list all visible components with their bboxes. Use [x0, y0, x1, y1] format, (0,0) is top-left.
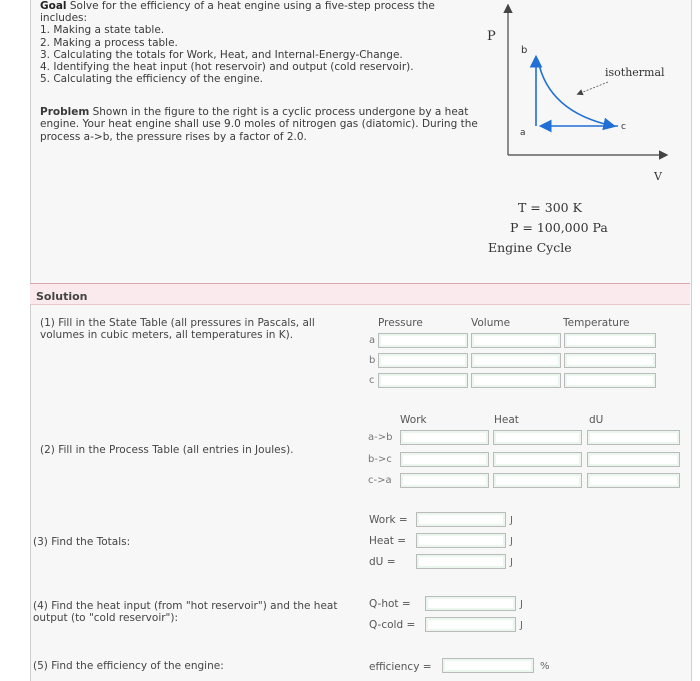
row-label-c: c	[369, 375, 375, 386]
total-work-label: Work =	[369, 514, 408, 526]
col-temperature: Temperature	[563, 317, 630, 329]
state-c-pressure[interactable]	[378, 373, 468, 388]
total-heat-label: Heat =	[369, 535, 407, 547]
goal-section	[40, 0, 480, 85]
row-label-bc: b->c	[368, 454, 392, 465]
process-bc-heat[interactable]	[493, 452, 582, 467]
goal-label: Goal	[40, 0, 67, 12]
problem-label: Problem	[40, 106, 90, 118]
point-b-label: b	[521, 45, 528, 56]
problem-text: Shown in the figure to the right is a cyclic process undergone by a heat engine. Your heat engine shall use 9.0 moles of nitrogen gas (diatomic). During the process a->b, the pressure rises by a factor of 2.0.	[40, 106, 478, 143]
goal-step: 4. Identifying the heat input (hot reservoir) and output (cold reservoir).	[40, 61, 414, 74]
point-a-label: a	[520, 128, 526, 138]
q-cold-input[interactable]	[425, 617, 516, 632]
goal-step: 1. Making a state table.	[40, 24, 165, 37]
question-1: (1) Fill in the State Table (all pressures in Pascals, all volumes in cubic meters, all temperatures in K).	[40, 317, 315, 342]
engine-cycle-caption: Engine Cycle	[488, 240, 572, 255]
solution-title: Solution	[36, 290, 88, 303]
pressure-a: P = 100,000 Pa	[510, 220, 608, 235]
q-hot-unit: J	[520, 599, 523, 610]
state-b-pressure[interactable]	[378, 353, 468, 368]
temperature-a: T = 300 K	[518, 200, 582, 215]
state-a-temperature[interactable]	[564, 333, 656, 348]
goal-step: 3. Calculating the totals for Work, Heat, and Internal-Energy-Change.	[40, 48, 403, 61]
question-2: (2) Fill in the Process Table (all entries in Joules).	[40, 444, 294, 456]
goal-step: 2. Making a process table.	[40, 36, 178, 49]
point-c-label: c	[621, 122, 626, 132]
question-5: (5) Find the efficiency of the engine:	[33, 660, 224, 672]
goal-steps	[40, 24, 480, 85]
process-bc-work[interactable]	[400, 452, 489, 467]
goal-step: 5. Calculating the efficiency of the engine.	[40, 73, 263, 86]
state-c-temperature[interactable]	[564, 373, 656, 388]
solution-header-bar	[30, 283, 690, 305]
p-axis-label: P	[487, 29, 496, 44]
total-work-input[interactable]	[416, 512, 506, 527]
question-3: (3) Find the Totals:	[33, 536, 131, 548]
q-cold-label: Q-cold =	[369, 619, 416, 631]
efficiency-label: efficiency =	[369, 661, 432, 673]
v-axis-label: V	[654, 170, 662, 183]
process-ab-heat[interactable]	[493, 430, 582, 445]
problem-section	[40, 106, 480, 143]
isothermal-pointer	[578, 82, 608, 94]
process-ab-work[interactable]	[400, 430, 489, 445]
total-heat-unit: J	[510, 536, 513, 547]
efficiency-unit: %	[540, 661, 550, 672]
q-hot-input[interactable]	[425, 596, 516, 611]
state-c-volume[interactable]	[471, 373, 561, 388]
process-ca-work[interactable]	[400, 473, 489, 488]
state-b-volume[interactable]	[471, 353, 561, 368]
process-ca-heat[interactable]	[493, 473, 582, 488]
process-bc-du[interactable]	[587, 452, 680, 467]
total-heat-input[interactable]	[416, 533, 506, 548]
efficiency-input[interactable]	[442, 658, 534, 673]
question-4: (4) Find the heat input (from "hot reservoir") and the heat output (to "cold reservoir"):	[33, 600, 338, 625]
total-du-input[interactable]	[416, 554, 506, 569]
pv-diagram	[478, 0, 688, 185]
q-hot-label: Q-hot =	[369, 598, 411, 610]
col-du: dU	[589, 414, 604, 426]
process-ab-du[interactable]	[587, 430, 680, 445]
col-pressure: Pressure	[378, 317, 423, 329]
col-heat: Heat	[494, 414, 519, 426]
isothermal-label: isothermal	[605, 66, 665, 79]
col-volume: Volume	[471, 317, 511, 329]
state-a-volume[interactable]	[471, 333, 561, 348]
state-b-temperature[interactable]	[564, 353, 656, 368]
col-work: Work	[400, 414, 427, 426]
process-b-c	[538, 60, 613, 126]
row-label-ca: c->a	[368, 475, 392, 486]
process-ca-du[interactable]	[587, 473, 680, 488]
row-label-b: b	[369, 355, 376, 366]
total-du-label: dU =	[369, 556, 396, 568]
row-label-ab: a->b	[368, 432, 393, 443]
state-a-pressure[interactable]	[378, 333, 468, 348]
row-label-a: a	[369, 335, 376, 346]
total-du-unit: J	[510, 557, 513, 568]
goal-intro: Solve for the efficiency of a heat engine using a five-step process the includes:	[40, 0, 435, 25]
q-cold-unit: J	[520, 620, 523, 631]
given-values	[488, 200, 688, 260]
total-work-unit: J	[510, 515, 513, 526]
